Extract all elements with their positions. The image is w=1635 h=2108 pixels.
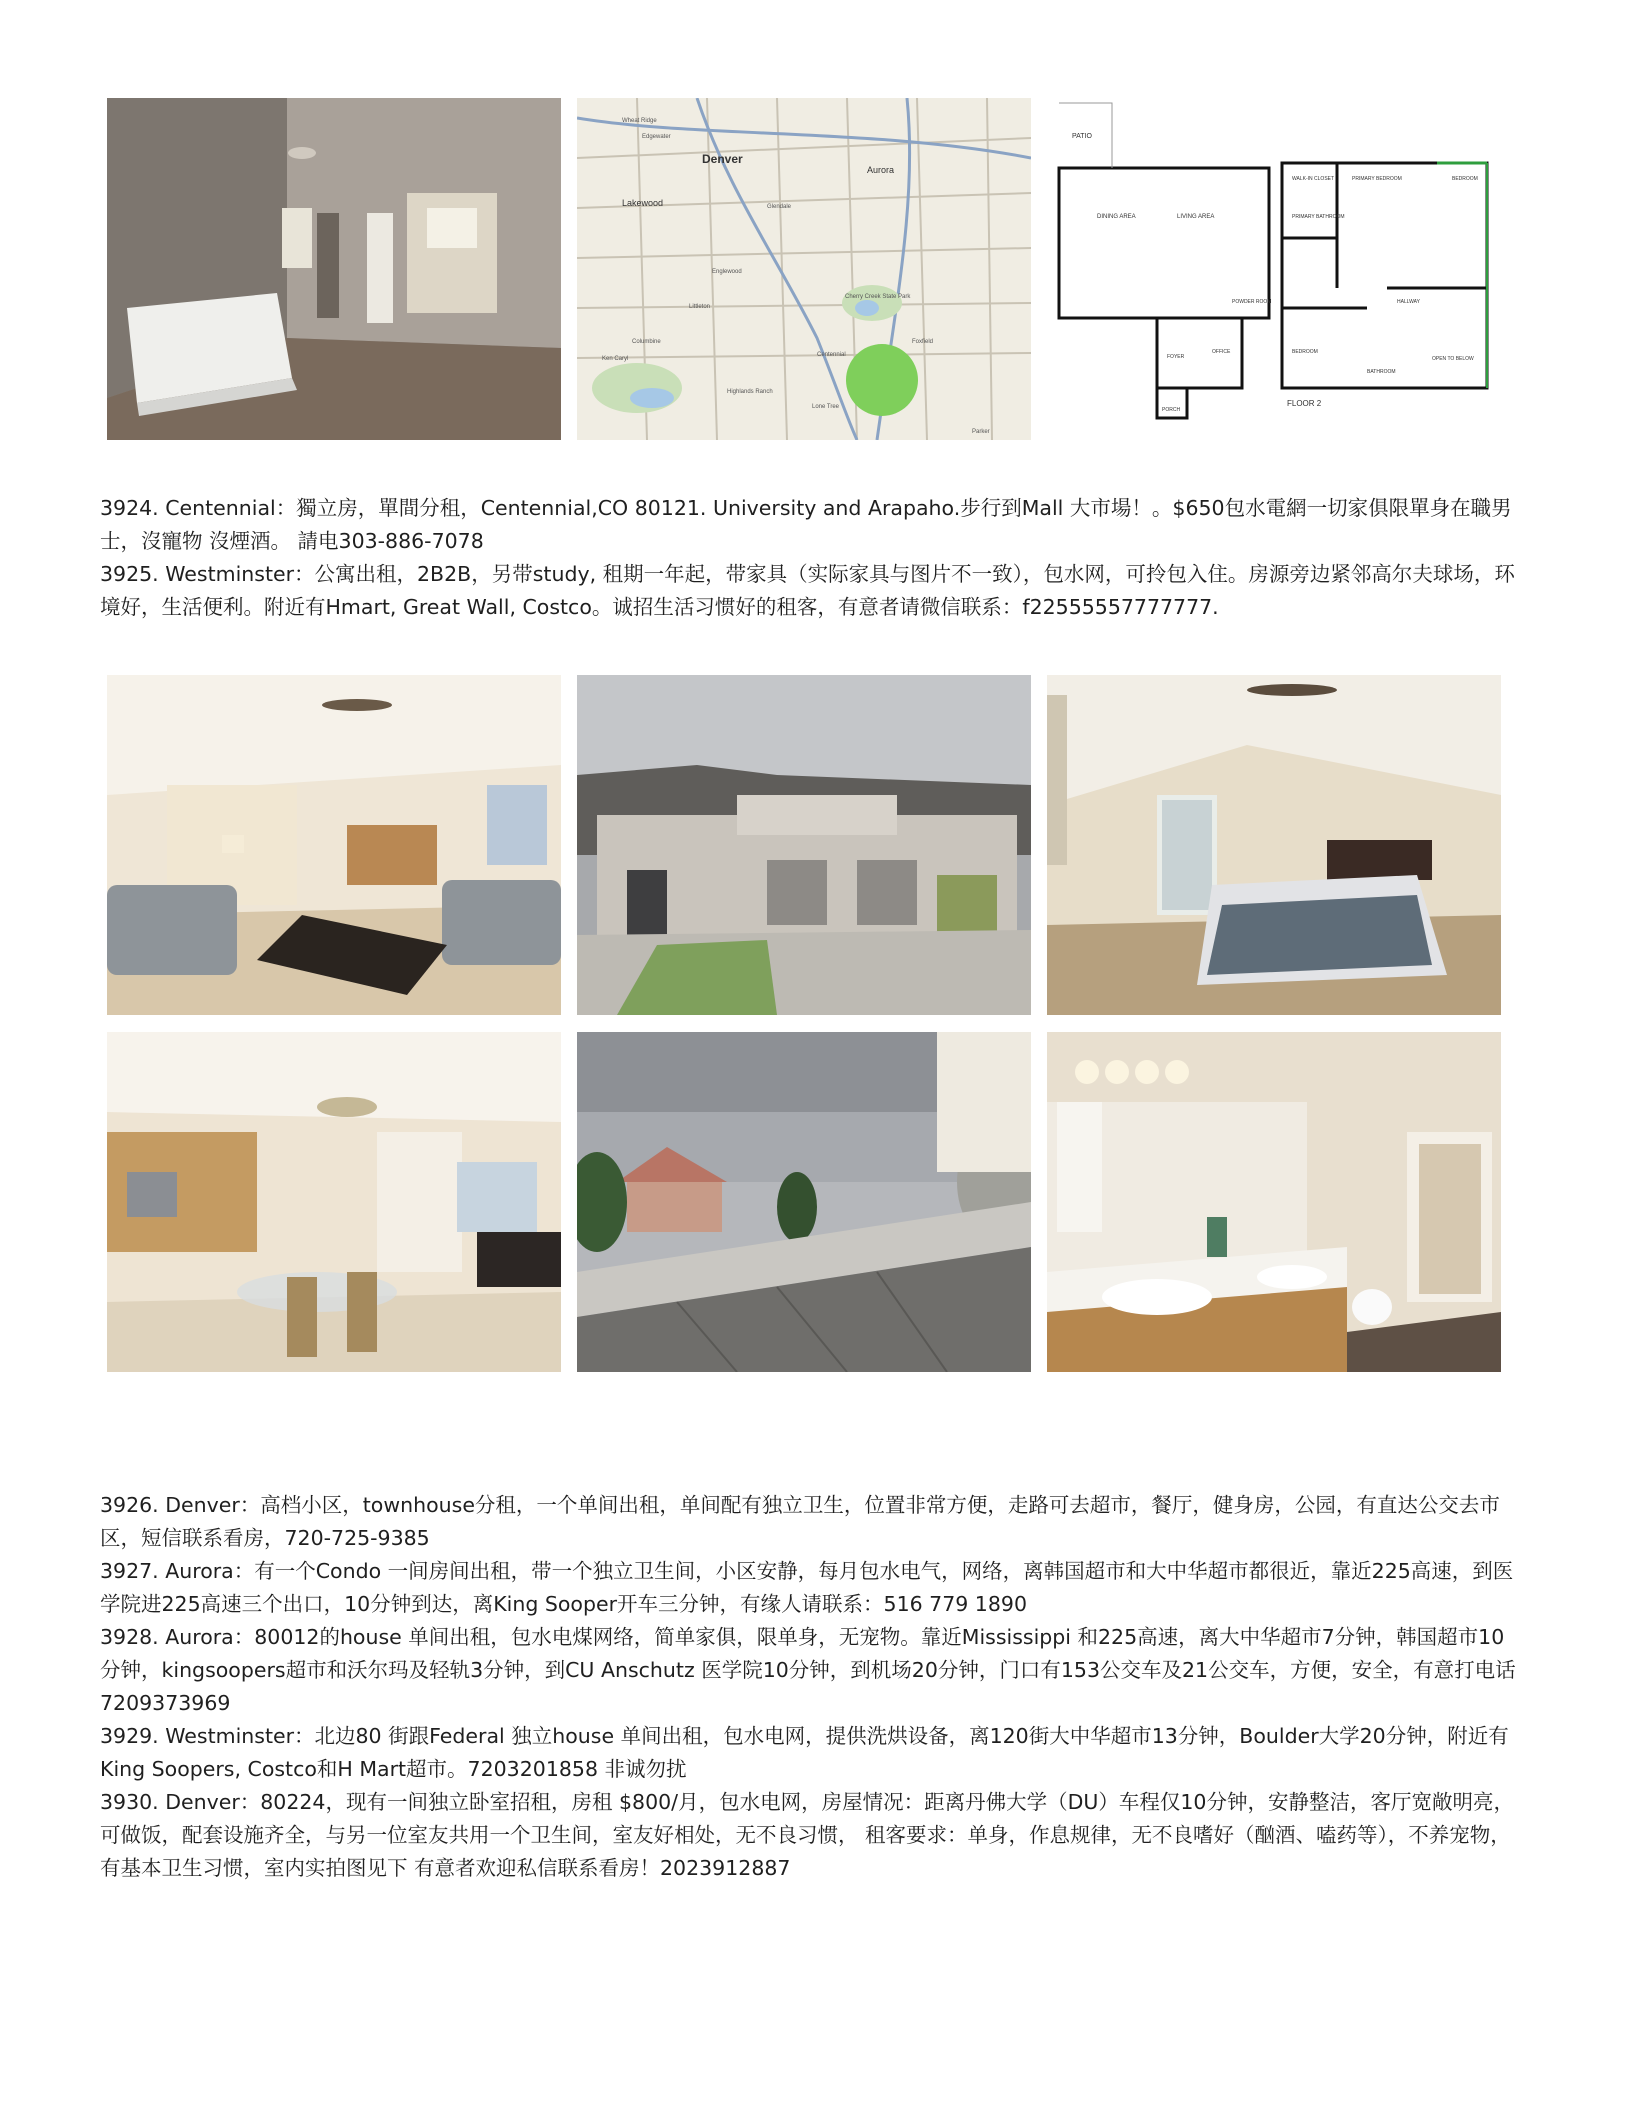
photo-dining-kitchen [107, 1032, 561, 1372]
listings-bottom [100, 1489, 1520, 1885]
plan-label-hallway: HALLWAY [1397, 299, 1420, 305]
map-label-englewood: Englewood [712, 269, 742, 275]
listings-top [100, 492, 1520, 624]
map-label-glendale: Glendale [767, 204, 792, 210]
photo-bedroom-1 [1047, 675, 1501, 1015]
listing-3925: 3925. Westminster：公寓出租，2B2B，另带study, 租期一年起，带家具（实际家具与图片不一致），包水网，可拎包入住。房源旁边紧邻高尔夫球场，环境好，生活便利。附近有Hmart, Great Wall, Costco。诚招生活习惯好的租客，有意者请微信联系：f22555557777777. [100, 562, 1515, 619]
map-label-foxfield: Foxfield [912, 339, 934, 345]
map-label-littleton: Littleton [689, 304, 711, 310]
listing-3928: 3928. Aurora：80012的house 单间出租，包水电煤网络，简单家俱，限单身，无宠物。靠近Mississippi 和225高速，离大中华超市7分钟，韩国超市10分钟，kingsoopers超市和沃尔玛及轻轨3分钟，到CU Anschutz 医学院10分钟，到机场20分钟，门口有153公交车及21公交车，方便，安全，有意打电话7209373969 [100, 1625, 1516, 1715]
photo-balcony [577, 1032, 1031, 1372]
map-label-edgewater: Edgewater [642, 134, 671, 140]
photo-living-room [107, 675, 561, 1015]
map-label-lakewood: Lakewood [622, 198, 664, 208]
plan-label-bathroom-2: BATHROOM [1367, 369, 1396, 375]
plan-label-bedroom-2: BEDROOM [1292, 349, 1318, 355]
map-label-centennial: Centennial [817, 352, 846, 358]
photo-townhouse-exterior [577, 675, 1031, 1015]
plan-label-open-to-below: OPEN TO BELOW [1432, 356, 1474, 362]
location-map [577, 98, 1031, 440]
plan-label-porch: PORCH [1162, 407, 1181, 413]
listing-3930: 3930. Denver：80224，现有一间独立卧室招租，房租 $800/月，包水电网，房屋情况：距离丹佛大学（DU）车程仅10分钟，安静整洁，客厅宽敞明亮，可做饭，配套设施齐全，与另一位室友共用一个卫生间，室友好相处，无不良习惯， 租客要求：单身，作息规律，无不良嗜好（酗酒、嗑药等），不养宠物，有基本卫生习惯，室内实拍图见下 有意者欢迎私信联系看房！2023912887 [100, 1790, 1514, 1880]
plan-label-powder-room: POWDER ROOM [1232, 299, 1272, 305]
plan-label-primary-bathroom: PRIMARY BATHROOM [1292, 214, 1345, 220]
map-label-ken-caryl: Ken Caryl [602, 356, 629, 362]
plan-label-bedroom-1: BEDROOM [1452, 176, 1478, 182]
map-label-aurora: Aurora [867, 165, 895, 175]
listing-3929: 3929. Westminster：北边80 街跟Federal 独立house 单间出租，包水电网，提供洗烘设备，离120街大中华超市13分钟，Boulder大学20分钟，附近有King Soopers, Costco和H Mart超市。7203201858 非诚勿扰 [100, 1724, 1509, 1781]
map-label-lone-tree: Lone Tree [812, 404, 840, 410]
plan-label-living-area: LIVING AREA [1177, 214, 1215, 220]
map-label-cherry-creek: Cherry Creek State Park [845, 294, 911, 300]
map-label-parker: Parker [972, 429, 990, 435]
plan-label-walk-in-closet: WALK-IN CLOSET [1292, 176, 1335, 182]
listing-3927: 3927. Aurora：有一个Condo 一间房间出租，带一个独立卫生间，小区安静，每月包水电气，网络，离韩国超市和大中华超市都很近，靠近225高速，到医学院进225高速三个出口，10分钟到达，离King Sooper开车三分钟，有缘人请联系：516 779 1890 [100, 1559, 1514, 1616]
listing-3926: 3926. Denver：高档小区，townhouse分租，一个单间出租，单间配有独立卫生，位置非常方便，走路可去超市，餐厅，健身房，公园，有直达公交去市区，短信联系看房，720-725-9385 [100, 1493, 1500, 1550]
map-label-columbine: Columbine [632, 339, 661, 345]
map-label-wheat-ridge: Wheat Ridge [622, 118, 657, 124]
map-label-highlands-ranch: Highlands Ranch [727, 389, 773, 395]
plan-label-patio: PATIO [1072, 133, 1092, 140]
plan-label-foyer: FOYER [1167, 354, 1185, 360]
plan-label-floor-2: FLOOR 2 [1287, 399, 1322, 408]
floor-plan [1047, 98, 1501, 440]
photo-empty-bedroom [107, 98, 561, 440]
map-label-denver: Denver [702, 152, 743, 166]
plan-label-dining-area: DINING AREA [1097, 214, 1136, 220]
listing-3924: 3924. Centennial：獨立房，單間分租，Centennial,CO 80121. University and Arapaho.步行到Mall 大市場！。$650包水電網一切家俱限單身在職男士，沒寵物 沒煙酒。 請电303-886-7078 [100, 496, 1512, 553]
plan-label-office: OFFICE [1212, 349, 1231, 355]
photo-bathroom [1047, 1032, 1501, 1372]
plan-label-primary-bedroom: PRIMARY BEDROOM [1352, 176, 1402, 182]
